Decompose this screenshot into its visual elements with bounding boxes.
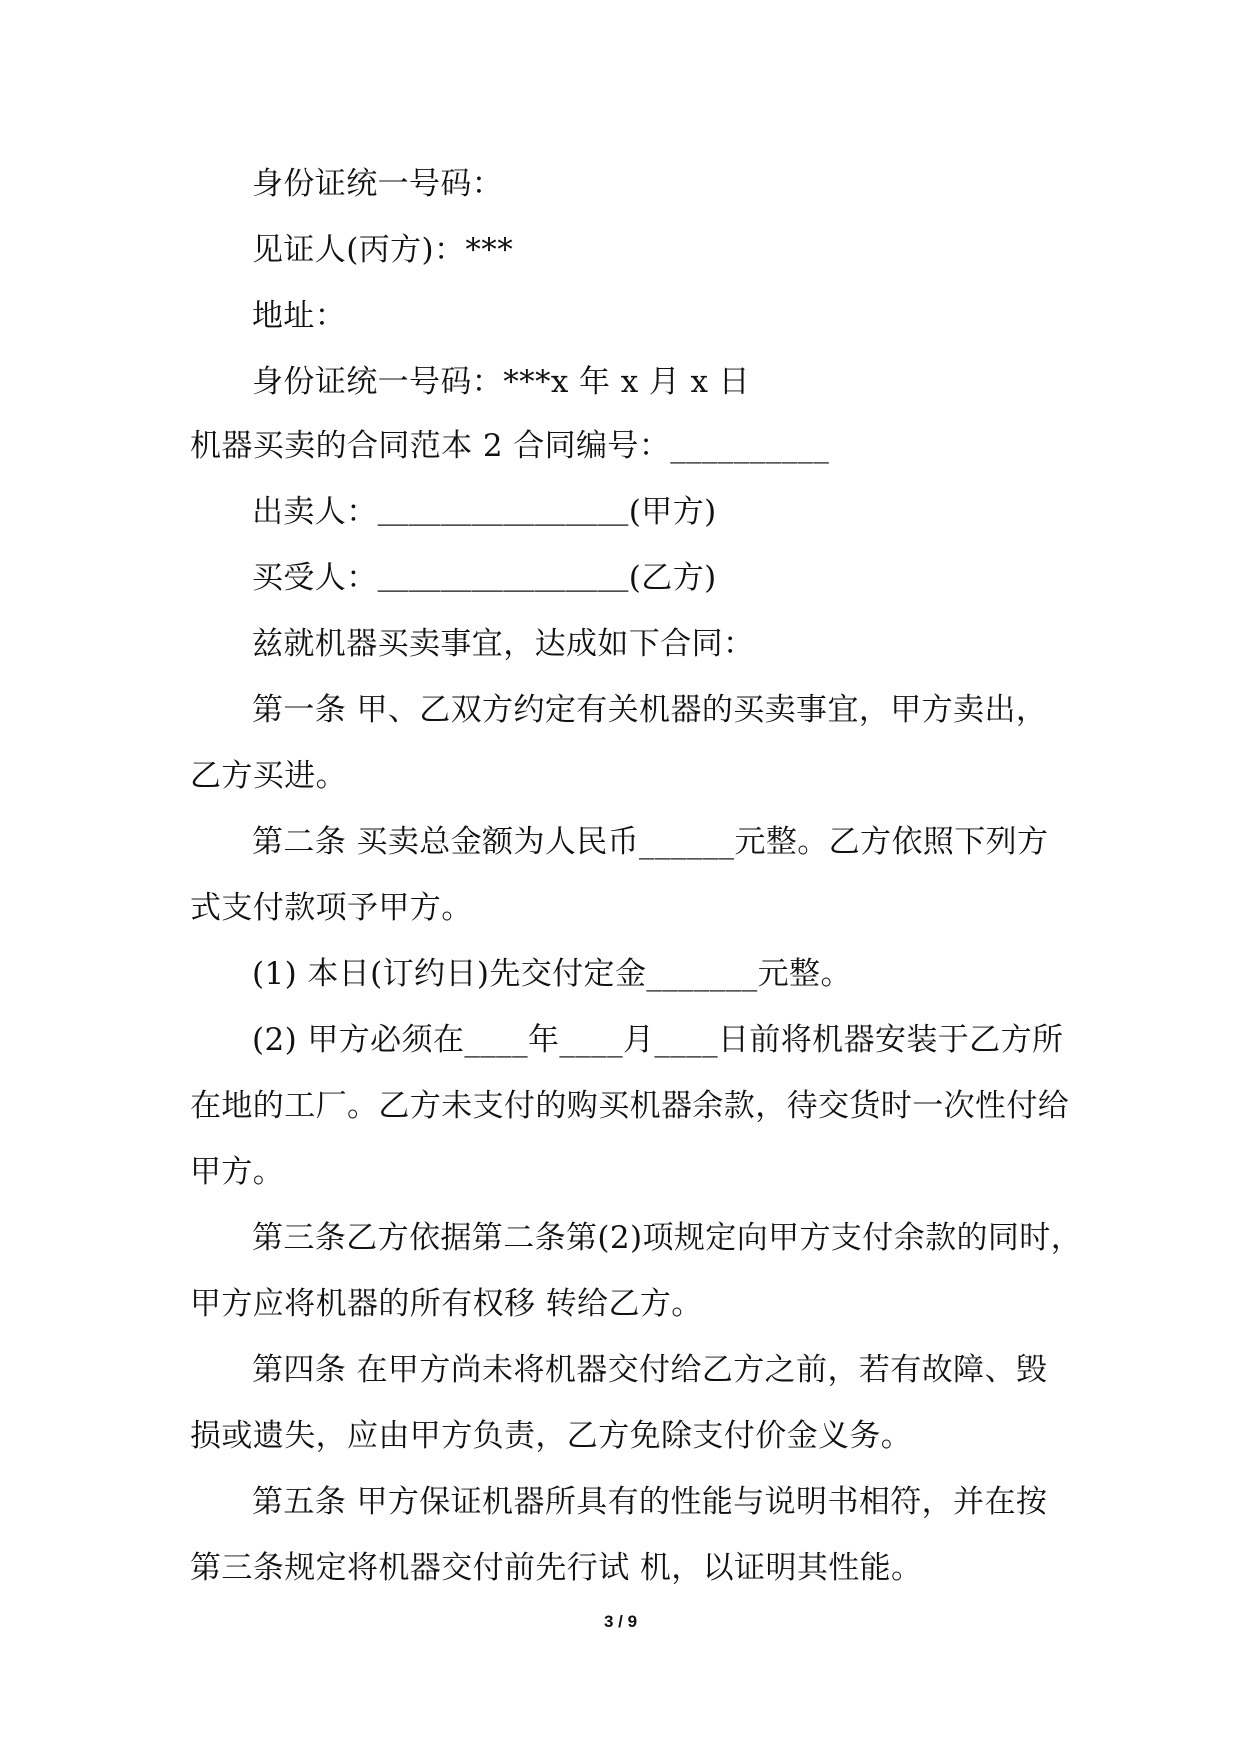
item-two-line-2: 在地的工厂。乙方未支付的购买机器余款，待交货时一次性付给 bbox=[190, 1088, 1070, 1124]
buyer-line: 买受人：＿＿＿＿＿＿＿＿(乙方) bbox=[252, 560, 717, 596]
article-four-line-1: 第四条 在甲方尚未将机器交付给乙方之前，若有故障、毁 bbox=[252, 1352, 1048, 1388]
article-two-line-2: 式支付款项予甲方。 bbox=[190, 890, 473, 926]
contract-title-line: 机器买卖的合同范本 2 合同编号：__________ bbox=[190, 428, 830, 464]
witness-line: 见证人(丙方)：*** bbox=[252, 232, 514, 268]
page-number: 3 / 9 bbox=[603, 1612, 638, 1631]
preamble-line: 兹就机器买卖事宜，达成如下合同： bbox=[252, 626, 755, 662]
id-number-label: 身份证统一号码： bbox=[252, 166, 504, 202]
id-number-date-line: 身份证统一号码：***x 年 x 月 x 日 bbox=[252, 364, 751, 400]
article-three-line-1: 第三条乙方依据第二条第(2)项规定向甲方支付余款的同时， bbox=[252, 1220, 1083, 1256]
seller-line: 出卖人：＿＿＿＿＿＿＿＿(甲方) bbox=[252, 494, 717, 530]
item-two-line-1: (2) 甲方必须在____年____月____日前将机器安装于乙方所 bbox=[252, 1022, 1064, 1058]
article-one-line-2: 乙方买进。 bbox=[190, 758, 347, 794]
article-one-line-1: 第一条 甲、乙双方约定有关机器的买卖事宜，甲方卖出， bbox=[252, 692, 1048, 728]
article-five-line-2: 第三条规定将机器交付前先行试 机，以证明其性能。 bbox=[190, 1550, 923, 1586]
article-five-line-1: 第五条 甲方保证机器所具有的性能与说明书相符，并在按 bbox=[252, 1484, 1048, 1520]
item-two-line-3: 甲方。 bbox=[190, 1154, 285, 1190]
article-four-line-2: 损或遗失，应由甲方负责，乙方免除支付价金义务。 bbox=[190, 1418, 913, 1454]
item-one-line: (1) 本日(订约日)先交付定金_______元整。 bbox=[252, 956, 852, 992]
address-line: 地址： bbox=[252, 298, 347, 334]
article-three-line-2: 甲方应将机器的所有权移 转给乙方。 bbox=[190, 1286, 703, 1322]
article-two-line-1: 第二条 买卖总金额为人民币______元整。乙方依照下列方 bbox=[252, 824, 1049, 860]
